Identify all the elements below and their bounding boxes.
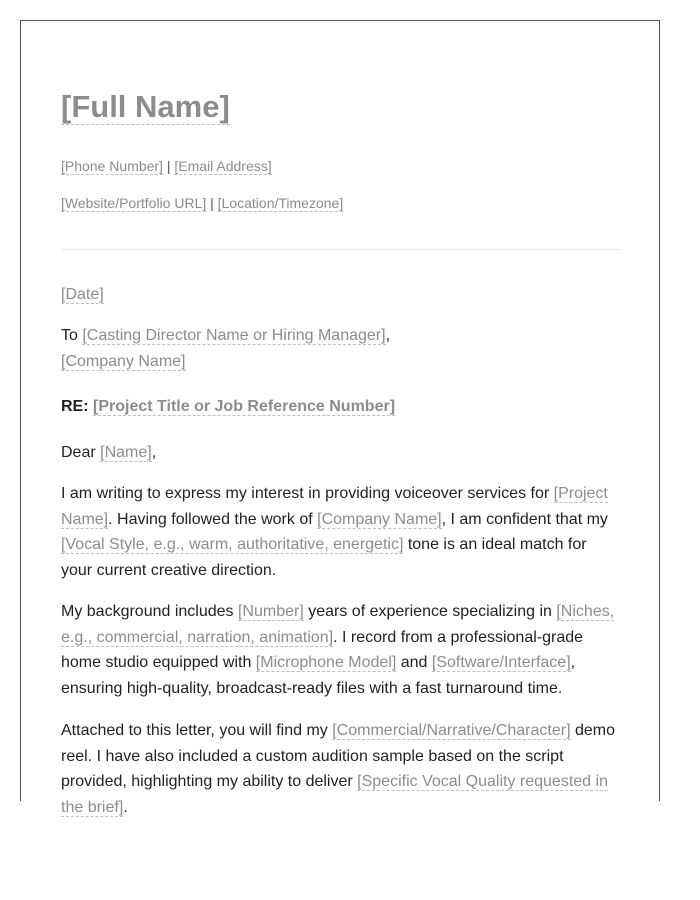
recipient-block [61,323,621,374]
p2-text-3: . I record from a professional-grade home studio equipped with [61,628,584,672]
salutation [61,440,621,466]
location-placeholder[interactable]: [Location/Timezone] [217,195,344,211]
to-prefix: To [61,327,83,344]
dear-suffix: , [151,444,157,461]
contact-separator: | [206,195,218,211]
date-line [61,282,621,308]
re-placeholder[interactable]: [Project Title or Job Reference Number] [93,398,396,415]
vocal-style-placeholder[interactable]: [Vocal Style, e.g., warm, authoritative, energetic] [61,536,404,554]
website-placeholder[interactable]: [Website/Portfolio URL] [61,195,207,211]
p2-text-5: , ensuring high-quality, broadcast-ready files with a fast turnaround time. [61,654,576,698]
contact-line-website-location [61,194,343,212]
p1-text-1: I am writing to express my interest in providing voiceover services for [61,485,554,502]
recipient-placeholder[interactable]: [Casting Director Name or Hiring Manager] [82,327,386,344]
letter-page [20,20,660,817]
paragraph-1 [61,481,621,584]
p3-text-3: . [123,799,128,817]
company-name-placeholder[interactable]: [Company Name] [317,510,442,528]
software-interface-placeholder[interactable]: [Software/Interface] [431,654,571,672]
date-placeholder[interactable]: [Date] [61,286,104,303]
re-label: RE: [61,398,89,415]
company-placeholder[interactable]: [Company Name] [61,352,186,370]
full-name-heading [61,88,230,126]
paragraph-2 [61,599,621,702]
p3-text-1: Attached to this letter, you will find my [61,722,333,739]
p1-text-3: , I am confident that my [441,510,608,528]
p2-text-4: and [396,654,432,672]
contact-line-phone-email [61,157,272,175]
years-number-placeholder[interactable]: [Number] [237,603,304,620]
demo-reel-type-placeholder[interactable]: [Commercial/Narrative/Character] [332,722,571,739]
p3-text-2: demo reel. I have also included a custom audition sample based on the script provided, highlighting my ability to deliver [61,722,615,791]
header-divider [61,249,621,250]
p1-text-2: . Having followed the work of [108,510,318,528]
dear-prefix: Dear [61,444,101,461]
dear-name-placeholder[interactable]: [Name] [100,444,152,461]
p1-text-4: tone is an ideal match for your current creative direction. [61,536,587,580]
niches-placeholder[interactable]: [Niches, e.g., commercial, narration, animation] [61,603,615,646]
recipient-suffix: , [385,327,391,344]
phone-placeholder[interactable]: [Phone Number] [61,158,163,174]
re-line [61,394,621,420]
paragraph-3 [61,718,621,821]
full-name-placeholder[interactable]: [Full Name] [61,89,230,124]
p2-text-2: years of experience specializing in [303,603,557,620]
vocal-quality-placeholder[interactable]: [Specific Vocal Quality requested in the brief] [61,773,608,817]
project-name-placeholder[interactable]: [Project Name] [61,485,608,528]
p2-text-1: My background includes [61,603,238,620]
email-placeholder[interactable]: [Email Address] [174,158,272,174]
contact-separator: | [162,158,175,174]
microphone-model-placeholder[interactable]: [Microphone Model] [255,654,397,672]
